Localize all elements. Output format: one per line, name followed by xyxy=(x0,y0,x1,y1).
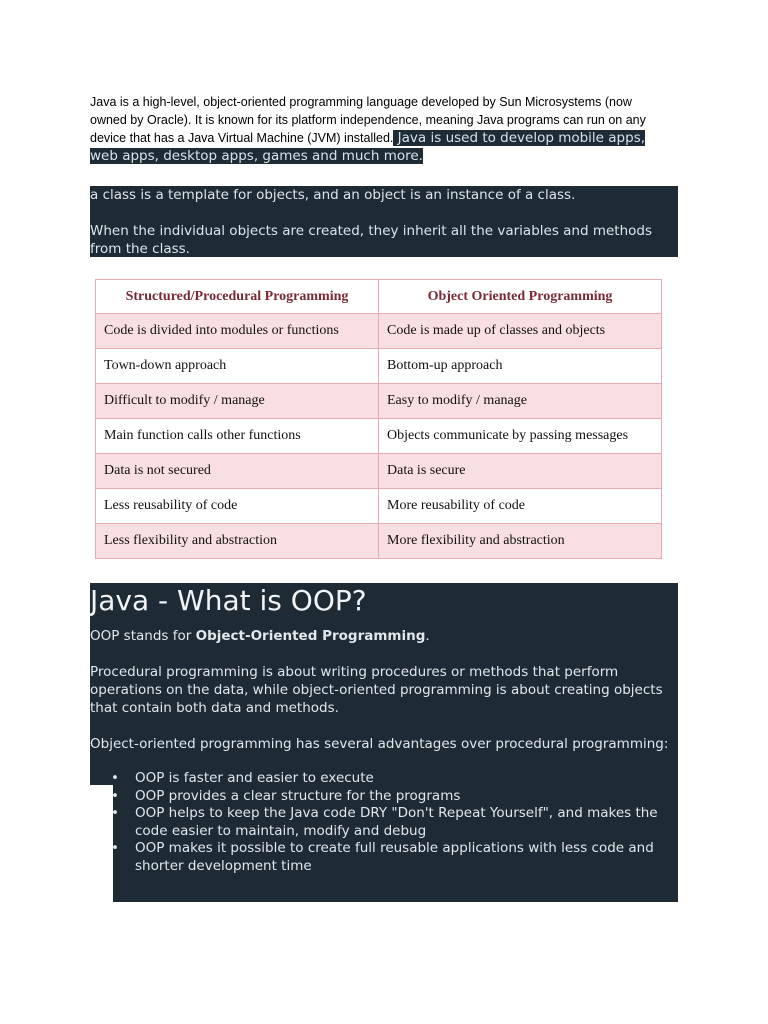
list-item xyxy=(90,805,678,840)
list-item-text: OOP provides a clear structure for the programs xyxy=(135,787,461,804)
class-definition-block xyxy=(90,186,678,257)
oop-section xyxy=(90,583,678,902)
intro-text: Java is a high-level, object-oriented programming language developed by Sun Microsystems (now owned by Oracle). It is known for its platform independence, meaning Java programs can run on any device that has a Java Virtual Machine (JVM) installed. xyxy=(90,95,646,145)
table-cell: Data is secure xyxy=(379,454,662,489)
list-item xyxy=(90,840,678,875)
table-cell: Data is not secured xyxy=(96,454,379,489)
intro-paragraph xyxy=(90,93,670,165)
list-item xyxy=(90,770,678,788)
comparison-table-container xyxy=(95,279,662,566)
header-oop: Object Oriented Programming xyxy=(379,280,662,314)
table-cell: More flexibility and abstraction xyxy=(379,524,662,559)
intro-highlight: Java is used to develop mobile apps, web apps, desktop apps, games and much more. xyxy=(90,130,646,164)
procedural-paragraph: Procedural programming is about writing procedures or methods that perform operations on the data, while object-oriented programming is about creating objects that contain both data and methods. xyxy=(90,664,663,716)
table-cell: Main function calls other functions xyxy=(96,419,379,454)
table-row xyxy=(96,454,662,489)
advantages-intro: Object-oriented programming has several advantages over procedural programming: xyxy=(90,736,669,752)
class-definition-text: a class is a template for objects, and an object is an instance of a class. xyxy=(90,187,576,203)
table-cell: Town-down approach xyxy=(96,349,379,384)
comparison-table xyxy=(95,279,662,559)
list-item-text: OOP is faster and easier to execute xyxy=(135,770,374,786)
list-margin xyxy=(90,785,113,902)
table-row xyxy=(96,349,662,384)
oop-stands-bold: Object-Oriented Programming xyxy=(195,628,426,644)
inheritance-text: When the individual objects are created, they inherit all the variables and methods from the class. xyxy=(90,223,653,257)
table-row xyxy=(96,524,662,559)
header-structured: Structured/Procedural Programming xyxy=(96,280,379,314)
table-row xyxy=(96,314,662,349)
table-cell: Difficult to modify / manage xyxy=(96,384,379,419)
table-row xyxy=(96,384,662,419)
table-header-row xyxy=(96,280,662,314)
list-item-text: OOP helps to keep the Java code DRY "Don't Repeat Yourself", and makes the code easier to maintain, modify and debug xyxy=(135,805,658,839)
oop-stands-suffix: . xyxy=(425,628,430,644)
oop-title: Java - What is OOP? xyxy=(90,584,367,617)
table-cell: Easy to modify / manage xyxy=(379,384,662,419)
bullet: • xyxy=(111,805,119,821)
list-item-text: OOP makes it possible to create full reusable applications with less code and shorter development time xyxy=(135,840,654,874)
bullet: • xyxy=(111,770,119,786)
table-cell: Objects communicate by passing messages xyxy=(379,419,662,454)
oop-stands-for xyxy=(90,627,678,645)
bullet: • xyxy=(111,787,119,804)
oop-stands-prefix: OOP stands for xyxy=(90,628,196,644)
table-cell: More reusability of code xyxy=(379,489,662,524)
advantages-list xyxy=(90,770,678,875)
list-item xyxy=(90,788,678,806)
table-row xyxy=(96,419,662,454)
table-cell: Code is made up of classes and objects xyxy=(379,314,662,349)
table-row xyxy=(96,489,662,524)
bullet: • xyxy=(111,840,119,856)
table-cell: Less reusability of code xyxy=(96,489,379,524)
table-cell: Code is divided into modules or functions xyxy=(96,314,379,349)
table-cell: Less flexibility and abstraction xyxy=(96,524,379,559)
table-cell: Bottom-up approach xyxy=(379,349,662,384)
